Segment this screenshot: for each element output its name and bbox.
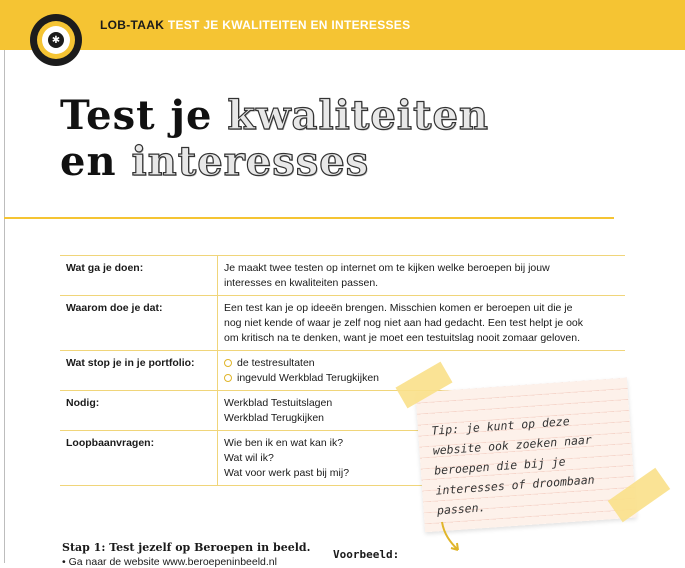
title-word-4: interesses	[131, 138, 370, 185]
header-label	[100, 18, 410, 32]
header-label-dark: LOB-TAAK	[100, 18, 165, 32]
title-divider	[4, 217, 614, 219]
header-label-light: TEST JE KWALITEITEN EN INTERESSES	[167, 18, 411, 32]
table-row	[60, 256, 625, 296]
value-line: de testresultaten	[237, 357, 315, 369]
row-key: Wat ga je doen:	[60, 256, 218, 296]
value-line: Wie ben ik en wat kan ik?	[224, 437, 344, 449]
page-margin-line	[4, 50, 5, 563]
row-value	[218, 296, 626, 351]
table-row	[60, 296, 625, 351]
row-key: Waarom doe je dat:	[60, 296, 218, 351]
step-title: Stap 1: Test jezelf op Beroepen in beeld.	[62, 541, 311, 554]
example-label: Voorbeeld:	[333, 548, 400, 561]
value-line: interesses en kwaliteiten passen.	[224, 277, 379, 289]
circle-bullet-icon	[224, 374, 232, 382]
value-line: om kritisch na te denken, want je moet een testuitslag nooit zomaar geloven.	[224, 332, 581, 344]
value-line: Je maakt twee testen op internet om te kijken welke beroepen bij jouw	[224, 262, 550, 274]
curved-arrow-icon	[438, 520, 468, 554]
row-value	[218, 256, 626, 296]
value-line: Een test kan je op ideeën brengen. Misschien komen er beroepen uit die je	[224, 302, 573, 314]
value-line: nog niet kende of waar je zelf nog niet aan had gedacht. Een test helpt je ook	[224, 317, 584, 329]
step-bullet: • Ga naar de website www.beroepeninbeeld.nl	[62, 556, 277, 568]
row-key: Wat stop je in je portfolio:	[60, 351, 218, 391]
title-word-2: kwaliteiten	[227, 92, 489, 139]
tip-text: Tip: je kunt op deze website ook zoeken naar beroepen die bij je interesses of droombaan passen.	[430, 414, 595, 518]
title-word-1: Test je	[60, 92, 213, 139]
row-key: Nodig:	[60, 391, 218, 431]
title-word-3: en	[60, 138, 117, 185]
value-line: Werkblad Terugkijken	[224, 412, 324, 424]
value-line: Wat voor werk past bij mij?	[224, 467, 350, 479]
header-bar	[0, 0, 685, 50]
value-line: Wat wil ik?	[224, 452, 274, 464]
row-key: Loopbaanvragen:	[60, 431, 218, 486]
value-line: ingevuld Werkblad Terugkijken	[237, 372, 380, 384]
circle-bullet-icon	[224, 359, 232, 367]
value-line: Werkblad Testuitslagen	[224, 397, 333, 409]
star-target-icon: ✱	[30, 14, 82, 66]
page-title	[60, 93, 489, 185]
